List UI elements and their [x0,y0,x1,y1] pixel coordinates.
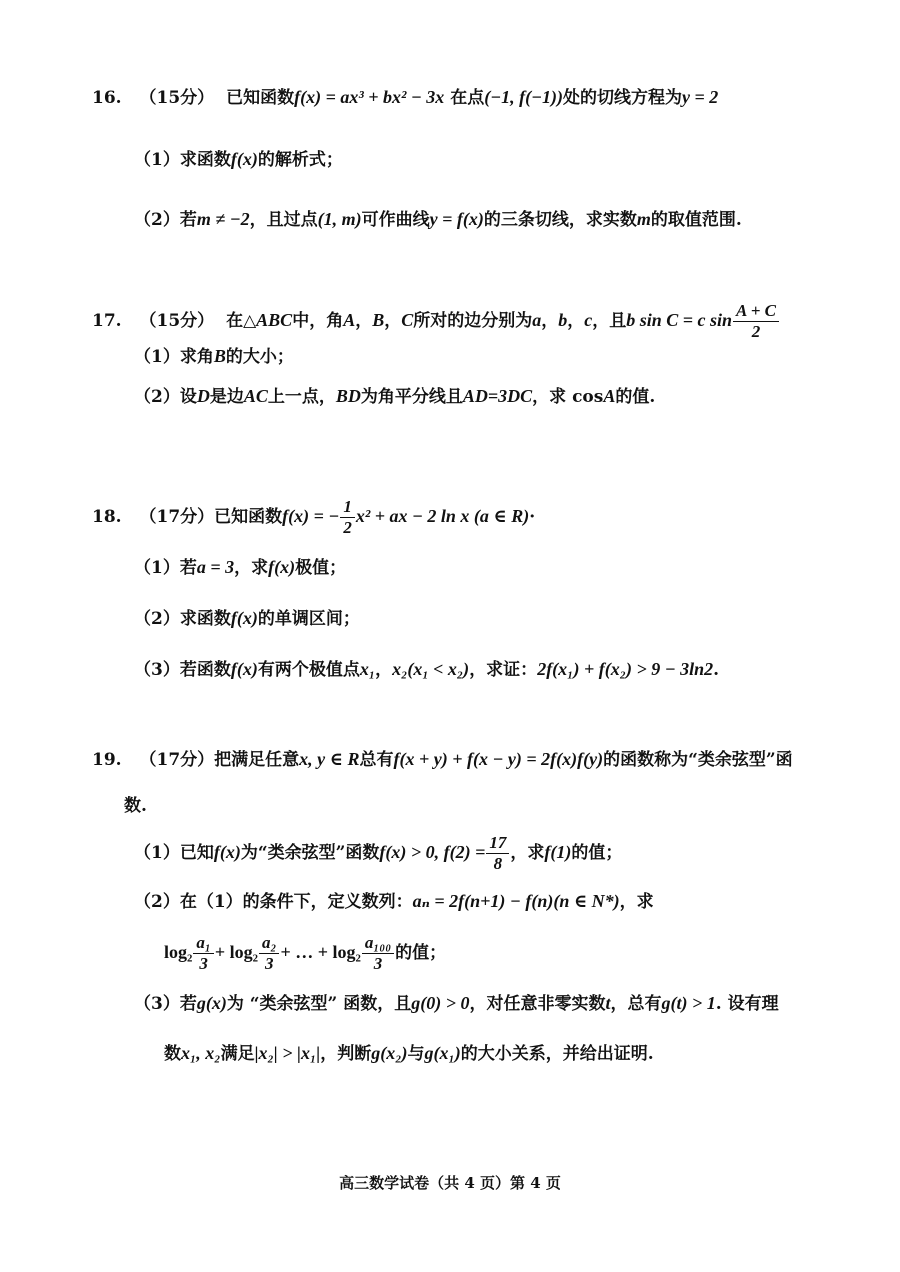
problem-score: （17分） [139,507,215,527]
part-text: 有两个极值点 [257,660,360,680]
part-text: ，求 [234,558,269,578]
stem-text: 中，角 [292,311,344,331]
part-text: 的值. [615,387,656,407]
math-expression: B [372,310,385,330]
stem-text: 处的切线方程为 [563,88,683,108]
part-text: ，且过点 [249,210,318,230]
fraction-numerator: a₂ [259,933,279,954]
math-expression: (1, m) [317,209,362,229]
problem-score: （15分） [139,311,215,331]
math-expression: + log₂ [214,942,258,962]
math-expression: g(x₂) [371,1043,408,1063]
part-text: 的值； [395,943,447,963]
part-text: 为 “类余弦型” 函数，且 [226,994,412,1014]
part-text: ，求 [619,892,654,912]
problem-17-part-1 [134,345,294,368]
fraction [486,833,509,874]
math-expression: f(x) = − [282,506,340,526]
problem-number: 17. [92,311,122,331]
problem-16-part-1 [134,148,343,171]
page-footer: 高三数学试卷（共 4 页）第 4 页 [339,1174,561,1192]
stem-text: 的函数称为“类余弦型”函 [603,750,793,770]
fraction-denominator: 3 [264,954,274,973]
part-text: ，求 [510,843,545,863]
stem-text: ， [355,311,373,331]
part-text: （1）求角 [134,347,214,367]
part-text: （3）若函数 [134,660,231,680]
problem-18-stem [92,494,535,539]
math-expression: A [603,386,616,406]
math-expression: y = 2 [682,87,719,107]
problem-number: 18. [92,507,122,527]
fraction [733,301,779,342]
problem-16-part-2 [134,208,742,231]
math-expression: f(x) > 0, f(2) = [379,842,486,862]
math-expression: g(x) [196,993,227,1013]
part-text: 满足 [220,1044,255,1064]
math-expression: t [605,993,611,1013]
part-text: （1）若 [134,558,197,578]
math-expression: x, y ∈ R [299,749,360,769]
part-text: 上一点， [267,387,336,407]
part-text: （2）求函数 [134,609,231,629]
fraction-numerator: 17 [486,833,509,854]
part-text: （1）已知 [134,843,214,863]
problem-19-part-2-expression [164,930,446,975]
math-expression: a = 3 [196,557,235,577]
fraction [259,933,279,974]
stem-text: 总有 [359,750,394,770]
math-expression: D [196,386,210,406]
math-expression: g(0) > 0 [411,993,470,1013]
problem-17-part-2 [134,385,655,408]
part-text: 可作曲线 [361,210,430,230]
math-expression: A [343,310,356,330]
math-expression: 2f(x₁) + f(x₂) > 9 − 3ln2 [537,659,714,679]
part-text: （2）在（1）的条件下，定义数列： [134,892,413,912]
part-text: 的单调区间； [257,609,360,629]
part-text: （2）若 [134,210,197,230]
math-expression: b [558,310,568,330]
math-expression: f(x) [230,149,258,169]
fraction-denominator: 2 [343,518,352,537]
part-text: ，判断 [320,1044,372,1064]
part-text: ， [375,660,393,680]
math-expression: b sin C = c sin [626,310,733,330]
stem-text: 在点 [450,88,485,108]
stem-text: ， [541,311,559,331]
problem-number: 16. [92,88,122,108]
problem-19-part-1 [134,830,622,875]
math-expression: y = f(x) [429,209,484,229]
problem-number: 19. [92,750,122,770]
fraction-numerator: A + C [733,301,779,322]
math-expression: x₁, x₂ [181,1043,221,1063]
problem-19-part-2 [134,890,654,913]
part-text: 的取值范围. [650,210,742,230]
part-text: 与 [407,1044,425,1064]
math-expression: C [401,310,414,330]
fraction-numerator: a₁₀₀ [362,933,394,954]
problem-score: （15分） [139,88,215,108]
fraction-denominator: 8 [493,854,503,873]
stem-text: ， [567,311,585,331]
math-expression: m [636,209,651,229]
part-text: ，对任意非零实数 [469,994,606,1014]
part-text: 的大小； [225,347,294,367]
math-expression: aₙ = 2f(n+1) − f(n)(n ∈ N*) [412,891,620,911]
part-text: （2）设 [134,387,197,407]
fraction-numerator: 1 [340,497,355,518]
math-expression: |x₂| > |x₁| [254,1043,321,1063]
part-text: 的值； [571,843,623,863]
stem-text: 把满足任意 [214,750,300,770]
math-expression: f(1) [544,842,572,862]
problem-17-stem [92,298,780,343]
math-expression: f(x) [230,659,258,679]
math-expression: f(x) [213,842,241,862]
math-expression: ABC [256,310,293,330]
problem-19-part-3-continued [164,1042,654,1065]
fraction-denominator: 3 [199,954,208,973]
math-expression: g(t) > 1 [661,993,716,1013]
math-expression: g(x₁) [424,1043,461,1063]
fraction [362,933,394,974]
math-expression: + … + log₂ [280,942,361,962]
part-text: ，总有 [610,994,662,1014]
part-text: 为角平分线且 [360,387,463,407]
math-expression: f(x) = ax³ + bx² − 3x [294,87,445,107]
stem-text: · [529,507,536,527]
part-text: . 设有理 [715,994,779,1014]
part-text: 为“类余弦型”函数 [240,843,380,863]
fraction-denominator: 3 [373,954,383,973]
fraction-numerator: a₁ [193,933,213,954]
part-text: （1）求函数 [134,150,231,170]
math-expression: B [213,346,226,366]
problem-score: （17分） [139,750,215,770]
part-text: 是边 [209,387,244,407]
part-text: （3）若 [134,994,197,1014]
math-expression: AC [243,386,268,406]
stem-text: ，且 [592,311,627,331]
math-expression: x² + ax − 2 ln x (a ∈ R) [355,506,530,526]
stem-text: 数. [124,796,147,816]
part-text: ，求证： [469,660,538,680]
stem-text: 所对的边分别为 [413,311,533,331]
stem-text: 已知函数 [226,88,295,108]
part-text: ，求 cos [532,387,604,407]
part-text: . [713,660,720,680]
fraction [340,497,355,538]
problem-19-stem-continued [124,795,147,817]
part-text: 的大小关系，并给出证明. [460,1044,654,1064]
math-expression: m ≠ −2 [196,209,250,229]
stem-text: 已知函数 [214,507,283,527]
stem-text: ， [384,311,402,331]
math-expression: x₂(x₁ < x₂) [392,659,470,679]
problem-18-part-2 [134,607,360,630]
problem-19-part-3 [134,992,779,1015]
math-expression: f(x) [230,608,258,628]
math-expression: (−1, f(−1)) [484,87,564,107]
math-expression: a [532,310,542,330]
part-text: 极值； [295,558,347,578]
part-text: 的三条切线，求实数 [483,210,637,230]
problem-16-stem [92,86,718,109]
math-expression: f(x) [268,557,296,577]
problem-19-stem [92,748,793,771]
math-expression: f(x + y) + f(x − y) = 2f(x)f(y) [393,749,604,769]
problem-18-part-1 [134,556,346,579]
math-expression: c [584,310,593,330]
fraction [193,933,213,974]
problem-18-part-3 [134,658,719,681]
part-text: 数 [164,1044,181,1064]
math-expression: BD [335,386,361,406]
part-text: 的解析式； [257,150,343,170]
stem-text: 在△ [226,311,257,331]
math-expression: AD=3DC [462,386,533,406]
fraction-denominator: 2 [751,322,761,341]
math-expression: x₁ [359,659,376,679]
math-expression: log₂ [164,942,193,962]
